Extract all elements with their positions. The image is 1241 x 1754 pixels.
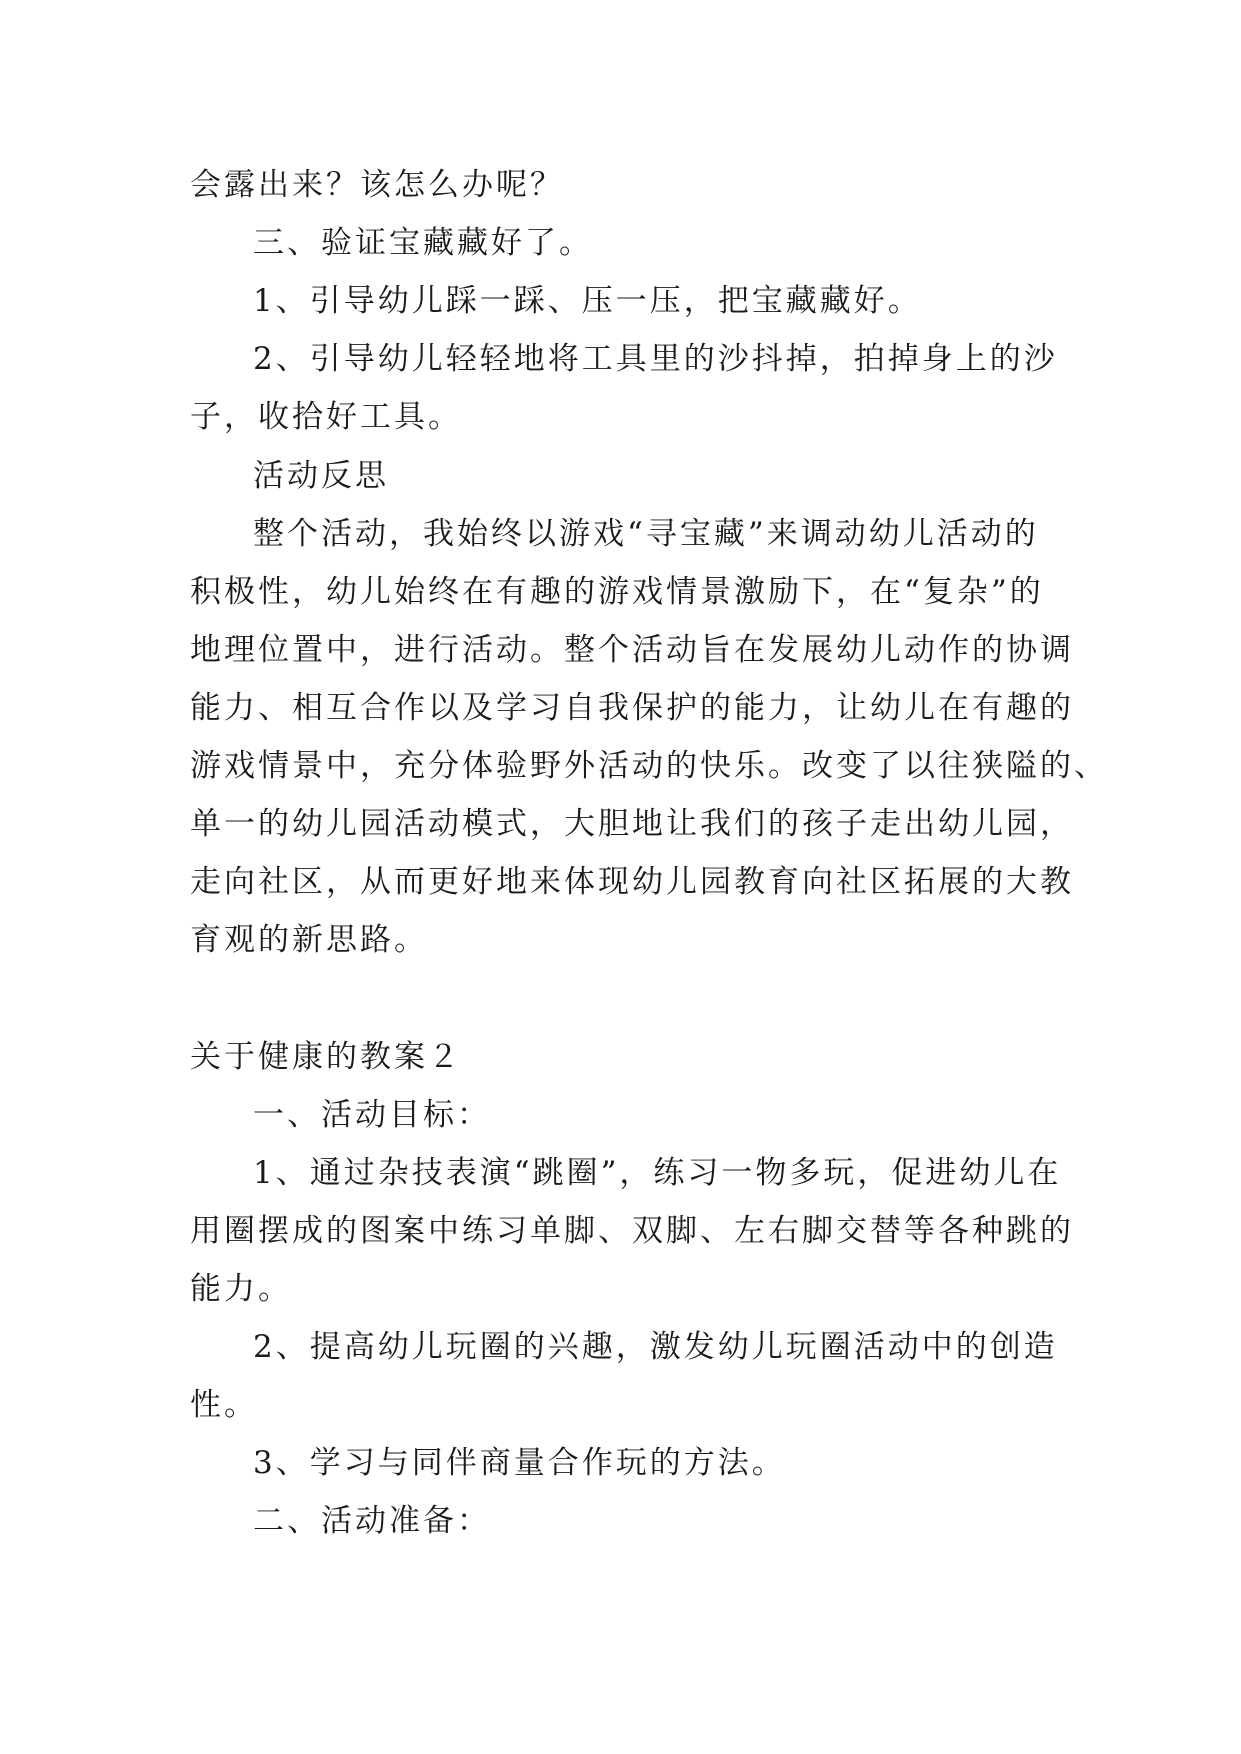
text-line: 地理位置中，进行活动。整个活动旨在发展幼儿动作的协调 (190, 632, 1074, 668)
text-line: 1、引导幼儿踩一踩、压一压，把宝藏藏好。 (253, 283, 922, 319)
text-line: 走向社区，从而更好地来体现幼儿园教育向社区拓展的大教 (190, 864, 1074, 900)
text-line: 会露出来？该怎么办呢？ (190, 167, 564, 203)
text-line: 积极性，幼儿始终在有趣的游戏情景激励下，在“复杂”的 (190, 574, 1044, 610)
text-line: 子，收拾好工具。 (190, 399, 462, 435)
document-title: 关于健康的教案２ (190, 1039, 462, 1075)
text-line: 2、引导幼儿轻轻地将工具里的沙抖掉，拍掉身上的沙 (253, 341, 1058, 377)
text-line: 能力。 (190, 1271, 292, 1307)
text-line: 能力、相互合作以及学习自我保护的能力，让幼儿在有趣的 (190, 690, 1074, 726)
text-line: 整个活动，我始终以游戏“寻宝藏”来调动幼儿活动的 (253, 516, 1039, 552)
text-line: 1、通过杂技表演“跳圈”，练习一物多玩，促进幼儿在 (253, 1155, 1062, 1191)
text-line: 性。 (190, 1387, 258, 1423)
section-heading: 三、验证宝藏藏好了。 (253, 225, 593, 261)
text-line: 游戏情景中，充分体验野外活动的快乐。改变了以往狭隘的、 (190, 748, 1108, 784)
text-line: 用圈摆成的图案中练习单脚、双脚、左右脚交替等各种跳的 (190, 1213, 1074, 1249)
text-line: 2、提高幼儿玩圈的兴趣，激发幼儿玩圈活动中的创造 (253, 1329, 1058, 1365)
text-line: 3、学习与同伴商量合作玩的方法。 (253, 1445, 786, 1481)
section-heading: 一、活动目标： (253, 1097, 491, 1133)
section-heading: 二、活动准备： (253, 1503, 491, 1539)
text-line: 单一的幼儿园活动模式，大胆地让我们的孩子走出幼儿园， (190, 806, 1074, 842)
text-line: 育观的新思路。 (190, 922, 428, 958)
section-heading: 活动反思 (253, 458, 389, 494)
